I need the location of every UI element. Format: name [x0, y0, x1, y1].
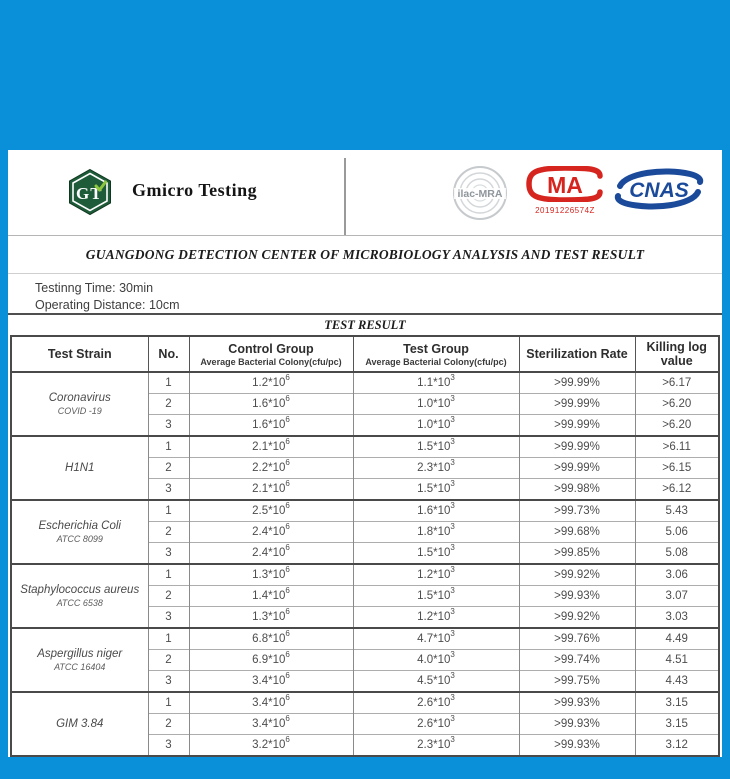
killing-log-cell: 3.03 [635, 607, 719, 629]
strain-reference: COVID -19 [57, 405, 102, 416]
no-cell: 1 [148, 628, 189, 650]
header-test-sub: Average Bacterial Colony(cfu/pc) [365, 356, 507, 367]
test-value-cell: $4.0*10^3$ [353, 650, 519, 671]
sterilization-rate-cell: >99.73% [519, 500, 635, 522]
control-value-cell: $2.2*10^6$ [189, 458, 353, 479]
results-table [10, 335, 720, 757]
test-value-cell: $2.3*10^3$ [353, 458, 519, 479]
sterilization-rate-cell: >99.99% [519, 372, 635, 394]
test-value-cell: $1.0*10^3$ [353, 394, 519, 415]
killing-log-cell: 5.06 [635, 522, 719, 543]
control-value-cell: $2.1*10^6$ [189, 479, 353, 501]
killing-log-cell: >6.17 [635, 372, 719, 394]
table-row [11, 628, 719, 650]
control-value-cell: $3.4*10^6$ [189, 671, 353, 693]
killing-log-cell: 3.06 [635, 564, 719, 586]
no-cell: 1 [148, 372, 189, 394]
ilac-mra-logo-icon [452, 165, 508, 221]
header-sterilization-rate: Sterilization Rate [519, 336, 635, 372]
sterilization-rate-cell: >99.99% [519, 394, 635, 415]
control-value-cell: $1.3*10^6$ [189, 564, 353, 586]
report-title: GUANGDONG DETECTION CENTER OF MICROBIOLOGY ANALYSIS AND TEST RESULT [8, 236, 722, 274]
killing-log-cell: >6.12 [635, 479, 719, 501]
no-cell: 2 [148, 394, 189, 415]
control-value-cell: $1.6*10^6$ [189, 415, 353, 437]
no-cell: 3 [148, 607, 189, 629]
sterilization-rate-cell: >99.75% [519, 671, 635, 693]
strain-name-cell [11, 436, 148, 500]
strain-name-cell [11, 564, 148, 628]
killing-log-cell: 4.49 [635, 628, 719, 650]
table-row [11, 500, 719, 522]
test-value-cell: $4.5*10^3$ [353, 671, 519, 693]
no-cell: 3 [148, 479, 189, 501]
gmicro-logo-icon [66, 168, 114, 216]
killing-log-cell: >6.15 [635, 458, 719, 479]
sterilization-rate-cell: >99.98% [519, 479, 635, 501]
header-vertical-divider [344, 158, 346, 235]
control-value-cell: $2.4*10^6$ [189, 522, 353, 543]
header-test-strain: Test Strain [11, 336, 148, 372]
control-value-cell: $1.2*10^6$ [189, 372, 353, 394]
sterilization-rate-cell: >99.68% [519, 522, 635, 543]
strain-group [11, 692, 719, 756]
killing-log-cell: 4.43 [635, 671, 719, 693]
svg-text:MA: MA [547, 172, 583, 198]
sterilization-rate-cell: >99.99% [519, 415, 635, 437]
svg-text:GT: GT [76, 184, 103, 203]
control-value-cell: $2.1*10^6$ [189, 436, 353, 458]
strain-group [11, 372, 719, 436]
sterilization-rate-cell: >99.93% [519, 692, 635, 714]
strain-name: Coronavirus [48, 391, 111, 404]
test-value-cell: $1.5*10^3$ [353, 543, 519, 565]
killing-log-cell: 3.07 [635, 586, 719, 607]
no-cell: 2 [148, 714, 189, 735]
strain-name: Escherichia Coli [38, 519, 121, 532]
table-row [11, 564, 719, 586]
killing-log-cell: 3.15 [635, 714, 719, 735]
no-cell: 2 [148, 586, 189, 607]
no-cell: 2 [148, 650, 189, 671]
header-killing-log: Killing log value [635, 336, 719, 372]
header-no: No. [148, 336, 189, 372]
strain-reference: ATCC 16404 [54, 661, 106, 672]
no-cell: 1 [148, 564, 189, 586]
strain-name-cell [11, 500, 148, 564]
sterilization-rate-cell: >99.74% [519, 650, 635, 671]
strain-group [11, 628, 719, 692]
sterilization-rate-cell: >99.93% [519, 735, 635, 757]
header-control-sub: Average Bacterial Colony(cfu/pc) [200, 356, 342, 367]
sterilization-rate-cell: >99.93% [519, 714, 635, 735]
control-value-cell: $6.9*10^6$ [189, 650, 353, 671]
header-band [8, 150, 722, 236]
strain-name: Staphylococcus aureus [20, 583, 140, 596]
table-row [11, 692, 719, 714]
sterilization-rate-cell: >99.92% [519, 607, 635, 629]
strain-group [11, 564, 719, 628]
svg-text:ilac-MRA: ilac-MRA [457, 188, 503, 200]
operating-distance: Operating Distance: 10cm [35, 298, 180, 312]
cnas-logo-icon [612, 168, 706, 210]
cma-logo-icon [524, 166, 606, 202]
brand-name: Gmicro Testing [132, 180, 258, 200]
test-value-cell: $1.0*10^3$ [353, 415, 519, 437]
svg-text:CNAS: CNAS [629, 179, 689, 202]
control-value-cell: $3.4*10^6$ [189, 692, 353, 714]
test-conditions [8, 274, 722, 315]
header-test-group: Test Group Average Bacterial Colony(cfu/pc) [353, 336, 519, 372]
no-cell: 3 [148, 671, 189, 693]
control-value-cell: $3.2*10^6$ [189, 735, 353, 757]
control-value-cell: $3.4*10^6$ [189, 714, 353, 735]
table-row [11, 436, 719, 458]
control-value-cell: $2.5*10^6$ [189, 500, 353, 522]
strain-name-cell [11, 692, 148, 756]
control-value-cell: $1.6*10^6$ [189, 394, 353, 415]
strain-name: H1N1 [65, 461, 95, 474]
killing-log-cell: >6.11 [635, 436, 719, 458]
test-value-cell: $1.1*10^3$ [353, 372, 519, 394]
control-value-cell: $1.4*10^6$ [189, 586, 353, 607]
no-cell: 2 [148, 522, 189, 543]
no-cell: 1 [148, 436, 189, 458]
section-title: TEST RESULT [324, 317, 406, 332]
no-cell: 3 [148, 543, 189, 565]
sterilization-rate-cell: >99.93% [519, 586, 635, 607]
sterilization-rate-cell: >99.99% [519, 458, 635, 479]
no-cell: 1 [148, 692, 189, 714]
killing-log-cell: >6.20 [635, 415, 719, 437]
strain-group [11, 500, 719, 564]
sterilization-rate-cell: >99.92% [519, 564, 635, 586]
test-value-cell: $1.6*10^3$ [353, 500, 519, 522]
strain-group [11, 436, 719, 500]
certificate-page [8, 150, 722, 757]
strain-reference: ATCC 8099 [56, 533, 103, 544]
strain-name: GIM 3.84 [56, 717, 104, 730]
sterilization-rate-cell: >99.76% [519, 628, 635, 650]
sterilization-rate-cell: >99.99% [519, 436, 635, 458]
cma-certificate-number: 20191226574Z [535, 206, 595, 215]
test-value-cell: $2.3*10^3$ [353, 735, 519, 757]
no-cell: 2 [148, 458, 189, 479]
killing-log-cell: 4.51 [635, 650, 719, 671]
test-value-cell: $4.7*10^3$ [353, 628, 519, 650]
test-value-cell: $1.8*10^3$ [353, 522, 519, 543]
test-value-cell: $1.5*10^3$ [353, 586, 519, 607]
sterilization-rate-cell: >99.85% [519, 543, 635, 565]
test-value-cell: $1.5*10^3$ [353, 479, 519, 501]
no-cell: 1 [148, 500, 189, 522]
control-value-cell: $2.4*10^6$ [189, 543, 353, 565]
table-header [11, 336, 719, 372]
killing-log-cell: 3.12 [635, 735, 719, 757]
test-value-cell: $1.2*10^3$ [353, 564, 519, 586]
killing-log-cell: 3.15 [635, 692, 719, 714]
testing-time: Testinng Time: 30min [35, 281, 154, 295]
cma-mark [522, 166, 608, 215]
test-value-cell: $2.6*10^3$ [353, 692, 519, 714]
killing-log-cell: 5.08 [635, 543, 719, 565]
header-control-group: Control Group Average Bacterial Colony(cfu/pc) [189, 336, 353, 372]
test-value-cell: $2.6*10^3$ [353, 714, 519, 735]
strain-name: Aspergillus niger [37, 647, 123, 660]
strain-reference: ATCC 6538 [56, 597, 103, 608]
no-cell: 3 [148, 735, 189, 757]
killing-log-cell: 5.43 [635, 500, 719, 522]
test-value-cell: $1.5*10^3$ [353, 436, 519, 458]
control-value-cell: $1.3*10^6$ [189, 607, 353, 629]
strain-name-cell [11, 372, 148, 436]
test-value-cell: $1.2*10^3$ [353, 607, 519, 629]
killing-log-cell: >6.20 [635, 394, 719, 415]
no-cell: 3 [148, 415, 189, 437]
control-value-cell: $6.8*10^6$ [189, 628, 353, 650]
strain-name-cell [11, 628, 148, 692]
table-row [11, 372, 719, 394]
